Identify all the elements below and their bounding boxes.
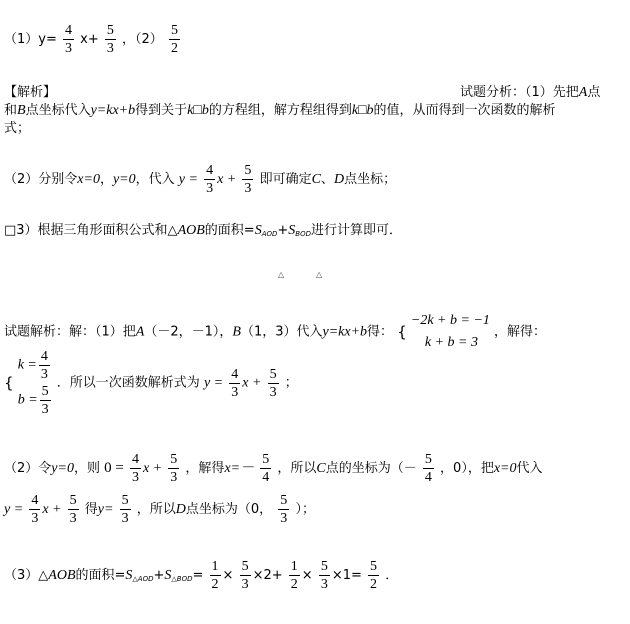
fraction-4-3: $\frac{4}{3}$ bbox=[231, 366, 239, 400]
fraction-1-2: $\frac{1}{2}$ bbox=[211, 559, 219, 592]
fraction-5-4: $\frac{5}{4}$ bbox=[262, 452, 270, 485]
fraction-1-2: $\frac{1}{2}$ bbox=[290, 559, 298, 592]
solution-step-2-line-2: y = $\frac{4}{3}$ x + $\frac{5}{3}$ 得y= $\frac{5}{3}$ ，所以D点坐标为（0， $\frac{5}{3}$ ）； bbox=[4, 493, 315, 526]
fraction-5-2: $\frac{5}{2}$ bbox=[170, 23, 178, 56]
analysis-intro: 试题分析：（1）先把A点 bbox=[460, 85, 601, 100]
answer-line: （1）y= $\frac{4}{3}$ x+ $\frac{5}{3}$ ，（2） $\frac{5}{2}$ bbox=[4, 23, 178, 56]
solution-result-1: { k = $\frac{4}{3}$ b = $\frac{5}{3}$ ．所以一次函数解析式为 y = $\frac{4}{3}$ x + $\frac{5}{3}$ ； bbox=[4, 349, 298, 417]
solution-system: k = $\frac{4}{3}$ b = $\frac{5}{3}$ bbox=[17, 349, 49, 417]
solution-step-2-line-1: （2）令y=0，则 0 = $\frac{4}{3}$ x + $\frac{5}{3}$ ，解得x=－ $\frac{5}{4}$ ，所以C点的坐标为（－ $\frac{5}{4}$ ，0），把x=0代入 bbox=[4, 452, 543, 485]
analysis-header: 【解析】 bbox=[4, 85, 57, 100]
fraction-5-3: $\frac{5}{3}$ bbox=[69, 493, 77, 526]
analysis-line-2: 和B点坐标代入y=kx+b得到关于k□b的方程组，解方程组得到k□b的值，从而得到一次函数的解析 bbox=[4, 103, 556, 118]
fraction-5-3: $\frac{5}{3}$ bbox=[106, 23, 114, 56]
equation-system: −2k + b = −1 k + b = 3 bbox=[410, 313, 490, 350]
analysis-line-3: 式； bbox=[4, 121, 31, 136]
brace: { bbox=[397, 323, 407, 341]
analysis-step-2: （2）分别令x=0，y=0，代入 y = $\frac{4}{3}$ x + $\frac{5}{3}$ 即可确定C、D点坐标； bbox=[4, 163, 397, 196]
fraction-5-3: $\frac{5}{3}$ bbox=[269, 366, 277, 400]
analysis-step-3: □3）根据三角形面积公式和△AOB的面积$=S_{AOD}+S_{BOD}$进行计算即可． bbox=[4, 223, 403, 238]
fraction-5-3: $\frac{5}{3}$ bbox=[244, 163, 252, 196]
solution-step-1: 试题解析：解：（1）把A（－2，－1），B（1，3）代入y=kx+b得： { −2k + b = −1 k + b = 3 ，解得： bbox=[4, 310, 546, 350]
fraction-5-2: $\frac{5}{2}$ bbox=[370, 559, 378, 592]
fraction-5-3: $\frac{5}{3}$ bbox=[320, 559, 328, 592]
brace: { bbox=[4, 374, 14, 392]
fraction-5-3: $\frac{5}{3}$ bbox=[170, 452, 178, 485]
fraction-5-3: $\frac{5}{3}$ bbox=[241, 559, 249, 592]
fraction-5-3: $\frac{5}{3}$ bbox=[121, 493, 129, 526]
fraction-5-4: $\frac{5}{4}$ bbox=[424, 452, 432, 485]
fraction-4-3: $\frac{4}{3}$ bbox=[31, 493, 39, 526]
solution-step-3: （3）△AOB的面积$=S_{\triangle AOD}+S_{\triangle BOD}=$ $\frac{1}{2}$ × $\frac{5}{3}$ ×2+ $\frac{1}{2}$ × $\frac{5}{3}$ ×1= $\frac{5}{2}$ ． bbox=[4, 559, 399, 592]
fraction-5-3: $\frac{5}{3}$ bbox=[280, 493, 288, 526]
fraction-4-3: $\frac{4}{3}$ bbox=[131, 452, 139, 485]
fraction-4-3: $\frac{4}{3}$ bbox=[206, 163, 214, 196]
triangle-mark: △ bbox=[316, 270, 323, 279]
fraction-4-3: $\frac{4}{3}$ bbox=[65, 23, 72, 56]
triangle-mark: △ bbox=[278, 270, 285, 279]
